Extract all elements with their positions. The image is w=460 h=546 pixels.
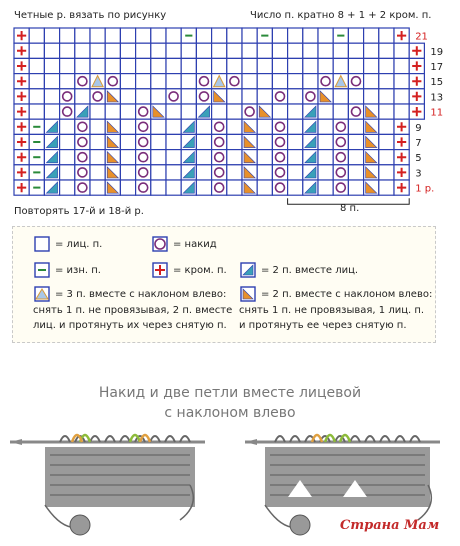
row-number-label: 7 (415, 138, 422, 149)
chart-cell (379, 119, 394, 134)
chart-cell (136, 43, 151, 58)
chart-cell (272, 74, 287, 89)
yarn-over-icon (63, 92, 72, 101)
yarn-over-icon (200, 77, 209, 86)
chart-cell (227, 134, 242, 149)
chart-cell (212, 43, 227, 58)
chart-cell (379, 89, 394, 104)
chart-cell (379, 104, 394, 119)
chart-cell (288, 58, 303, 73)
legend-purl-label: = изн. п. (55, 265, 101, 276)
chart-cell (348, 58, 363, 73)
yarn-over-icon (139, 138, 148, 147)
yarn-over-icon (306, 92, 315, 101)
chart-cell (60, 180, 75, 195)
chart-cell (257, 89, 272, 104)
chart-cell (348, 43, 363, 58)
chart-cell (379, 180, 394, 195)
chart-cell (257, 74, 272, 89)
chart-cell (379, 150, 394, 165)
chart-cell (166, 43, 181, 58)
chart-cell (90, 180, 105, 195)
chart-cell (288, 134, 303, 149)
chart-cell (212, 28, 227, 43)
chart-cell (136, 58, 151, 73)
chart-cell (288, 89, 303, 104)
chart-cell (60, 28, 75, 43)
chart-cell (60, 58, 75, 73)
chart-cell (227, 104, 242, 119)
chart-cell (379, 43, 394, 58)
chart-cell (120, 104, 135, 119)
yarn-over-icon (276, 122, 285, 131)
chart-cell (29, 89, 44, 104)
illustration-title-line2: с наклоном влево (164, 405, 296, 421)
chart-cell (196, 119, 211, 134)
yarn-over-icon (200, 92, 209, 101)
chart-cell (272, 58, 287, 73)
knitting-chart (0, 0, 460, 220)
chart-cell (227, 180, 242, 195)
chart-cell (90, 165, 105, 180)
chart-cell (166, 104, 181, 119)
chart-cell (166, 165, 181, 180)
row-number-label: 13 (430, 92, 444, 104)
chart-cell (303, 43, 318, 58)
yarn-ball-right (290, 515, 310, 535)
chart-cell (29, 43, 44, 58)
yarn-over-icon (215, 138, 224, 147)
chart-cell (318, 43, 333, 58)
yarn-over-icon (78, 153, 87, 162)
chart-cell (227, 119, 242, 134)
yarn-over-icon (139, 107, 148, 116)
chart-cell (333, 58, 348, 73)
chart-cell (151, 58, 166, 73)
chart-cell (333, 43, 348, 58)
chart-cell (120, 119, 135, 134)
chart-header-left: Четные р. вязать по рисунку (14, 10, 167, 21)
yarn-over-icon (276, 183, 285, 192)
chart-cell (333, 89, 348, 104)
chart-cell (348, 28, 363, 43)
chart-cell (364, 28, 379, 43)
chart-cell (303, 28, 318, 43)
chart-cell (151, 89, 166, 104)
chart-cell (75, 58, 90, 73)
yarn-over-icon (276, 153, 285, 162)
yarn-over-icon (276, 138, 285, 147)
yarn-over-icon (63, 107, 72, 116)
yarn-over-icon (215, 183, 224, 192)
chart-cell (242, 74, 257, 89)
chart-cell (257, 119, 272, 134)
yarn-over-icon (336, 153, 345, 162)
chart-cell (105, 104, 120, 119)
yarn-over-icon (139, 168, 148, 177)
chart-cell (120, 134, 135, 149)
yarn-over-icon (139, 183, 148, 192)
chart-cell (166, 74, 181, 89)
legend-knit-label: = лиц. п. (55, 239, 103, 250)
chart-cell (166, 119, 181, 134)
yarn-over-icon (78, 77, 87, 86)
yarn-over-icon (336, 183, 345, 192)
watermark-logo: Страна Мам (340, 518, 440, 533)
legend-ssk-label-2: снять 1 п. не провязывая, 1 лиц. п. (239, 305, 425, 316)
chart-cell (348, 150, 363, 165)
chart-cell (318, 150, 333, 165)
chart-cell (29, 104, 44, 119)
row-number-label: 5 (415, 153, 422, 165)
chart-cell (242, 28, 257, 43)
chart-cell (105, 43, 120, 58)
legend-ssk-label-1: = 2 п. вместе с наклоном влево: (261, 289, 433, 300)
chart-cell (227, 165, 242, 180)
chart-cell (151, 165, 166, 180)
yarn-over-icon (155, 239, 165, 249)
chart-cell (394, 58, 409, 73)
chart-cell (90, 134, 105, 149)
chart-cell (60, 119, 75, 134)
chart-cell (318, 28, 333, 43)
row-number-label: 19 (430, 46, 444, 58)
chart-cell (90, 104, 105, 119)
yarn-over-icon (139, 153, 148, 162)
chart-cell (257, 165, 272, 180)
chart-cell (288, 74, 303, 89)
chart-cell (227, 58, 242, 73)
chart-cell (257, 43, 272, 58)
chart-cell (90, 119, 105, 134)
chart-cell (136, 74, 151, 89)
chart-cell (181, 74, 196, 89)
knit-fabric-right (265, 447, 430, 507)
chart-cell (136, 89, 151, 104)
yarn-over-icon (336, 138, 345, 147)
chart-cell (105, 58, 120, 73)
chart-cell (44, 89, 59, 104)
chart-cell (75, 43, 90, 58)
chart-cell (60, 43, 75, 58)
chart-cell (242, 58, 257, 73)
chart-cell (181, 58, 196, 73)
chart-cell (105, 28, 120, 43)
chart-cell (196, 134, 211, 149)
chart-cell (348, 89, 363, 104)
chart-cell (60, 74, 75, 89)
chart-cell (394, 89, 409, 104)
chart-cell (120, 165, 135, 180)
chart-cell (242, 89, 257, 104)
chart-cell (272, 104, 287, 119)
chart-cell (151, 74, 166, 89)
yarn-over-icon (245, 107, 254, 116)
chart-cell (318, 165, 333, 180)
yarn-over-icon (276, 92, 285, 101)
chart-cell (257, 134, 272, 149)
chart-cell (227, 150, 242, 165)
symbol-legend (12, 226, 436, 343)
chart-cell (29, 28, 44, 43)
yarn-over-icon (108, 77, 117, 86)
chart-cell (75, 28, 90, 43)
row-number-label: 15 (430, 77, 444, 89)
chart-cell (379, 28, 394, 43)
chart-cell (364, 58, 379, 73)
yarn-over-icon (78, 122, 87, 131)
yarn-over-icon (352, 107, 361, 116)
chart-cell (44, 43, 59, 58)
needle-tip-right (245, 439, 257, 445)
chart-cell (379, 134, 394, 149)
chart-cell (29, 58, 44, 73)
chart-cell (44, 74, 59, 89)
chart-cell (288, 119, 303, 134)
legend-sk2p-label-2: снять 1 п. не провязывая, 2 п. вместе (33, 305, 233, 316)
chart-cell (318, 104, 333, 119)
chart-cell (166, 28, 181, 43)
chart-cell (227, 89, 242, 104)
chart-cell (60, 165, 75, 180)
chart-cell (151, 28, 166, 43)
chart-cell (318, 119, 333, 134)
chart-cell (272, 28, 287, 43)
row-number-label: 17 (430, 62, 444, 73)
illustration-title-line1: Накид и две петли вместе лицевой (98, 385, 362, 401)
chart-cell (348, 165, 363, 180)
legend-sk2p-label-1: = 3 п. вместе с наклоном влево: (55, 289, 227, 300)
chart-cell (364, 74, 379, 89)
row-number-label: 9 (415, 122, 422, 134)
chart-cell (166, 58, 181, 73)
legend-yarn-over-label: = накид (173, 239, 217, 250)
yarn-over-icon (352, 77, 361, 86)
needle-tip-left (10, 439, 22, 445)
chart-cell (44, 58, 59, 73)
chart-cell (288, 150, 303, 165)
chart-cell (120, 180, 135, 195)
chart-cell (379, 58, 394, 73)
row-number-label: 1 р. (415, 183, 435, 195)
chart-cell (120, 89, 135, 104)
yarn-over-icon (230, 77, 239, 86)
chart-cell (288, 165, 303, 180)
chart-cell (303, 74, 318, 89)
chart-cell (166, 180, 181, 195)
chart-cell (136, 28, 151, 43)
yarn-over-icon (93, 92, 102, 101)
chart-cell (394, 43, 409, 58)
chart-cell (303, 58, 318, 73)
chart-cell (257, 180, 272, 195)
chart-cell (166, 134, 181, 149)
yarn-over-icon (215, 153, 224, 162)
chart-cell (348, 119, 363, 134)
chart-cell (272, 43, 287, 58)
left-knitting-sample (10, 435, 205, 535)
chart-cell (29, 74, 44, 89)
yarn-over-icon (215, 122, 224, 131)
chart-cell (60, 150, 75, 165)
chart-cell (196, 58, 211, 73)
chart-cell (166, 150, 181, 165)
chart-cell (348, 134, 363, 149)
knit-fabric-left (45, 447, 195, 507)
chart-cell (181, 104, 196, 119)
chart-cell (196, 28, 211, 43)
yarn-over-icon (321, 77, 330, 86)
chart-cell (288, 43, 303, 58)
chart-cell (288, 180, 303, 195)
chart-cell (151, 134, 166, 149)
repeat-width-label: 8 п. (340, 203, 360, 214)
legend-k2tog-label: = 2 п. вместе лиц. (261, 265, 359, 276)
chart-cell (288, 104, 303, 119)
chart-cell (288, 28, 303, 43)
chart-cell (212, 104, 227, 119)
yarn-over-icon (78, 168, 87, 177)
chart-cell (333, 104, 348, 119)
yarn-over-icon (336, 122, 345, 131)
chart-cell (90, 150, 105, 165)
yarn-over-icon (78, 183, 87, 192)
knit-symbol (35, 237, 49, 251)
chart-cell (379, 165, 394, 180)
row-number-label: 3 (415, 168, 422, 180)
legend-edge-label: = кром. п. (173, 265, 227, 276)
legend-ssk-label-3: и протянуть ее через снятую п. (239, 320, 407, 331)
yarn-over-icon (78, 138, 87, 147)
chart-cell (348, 180, 363, 195)
chart-cell (181, 89, 196, 104)
chart-cell (120, 74, 135, 89)
chart-cell (227, 28, 242, 43)
chart-cell (90, 58, 105, 73)
chart-cell (75, 89, 90, 104)
row-number-label: 21 (415, 31, 428, 43)
chart-cell (151, 119, 166, 134)
chart-cell (394, 104, 409, 119)
chart-cell (120, 150, 135, 165)
chart-cell (151, 150, 166, 165)
row-number-label: 11 (430, 107, 444, 119)
chart-cell (379, 74, 394, 89)
chart-cell (196, 180, 211, 195)
chart-header-right: Число п. кратно 8 + 1 + 2 кром. п. (250, 10, 432, 21)
chart-cell (181, 43, 196, 58)
chart-cell (60, 134, 75, 149)
yarn-over-icon (276, 168, 285, 177)
chart-cell (196, 43, 211, 58)
chart-cell (120, 43, 135, 58)
chart-cell (151, 43, 166, 58)
chart-cell (212, 58, 227, 73)
chart-cell (90, 43, 105, 58)
chart-cell (394, 74, 409, 89)
chart-cell (120, 58, 135, 73)
chart-cell (318, 58, 333, 73)
chart-cell (242, 43, 257, 58)
yarn-over-icon (215, 168, 224, 177)
repeat-note: Повторять 17-й и 18-й р. (14, 206, 144, 217)
chart-cell (318, 180, 333, 195)
chart-cell (257, 58, 272, 73)
chart-cell (44, 28, 59, 43)
chart-cell (151, 180, 166, 195)
yarn-over-icon (139, 122, 148, 131)
chart-cell (364, 43, 379, 58)
chart-cell (44, 104, 59, 119)
yarn-over-icon (169, 92, 178, 101)
chart-cell (120, 28, 135, 43)
yarn-ball-left (70, 515, 90, 535)
yarn-over-icon (336, 168, 345, 177)
chart-cell (196, 165, 211, 180)
chart-cell (196, 150, 211, 165)
legend-sk2p-label-3: лиц. и протянуть их через снятую п. (33, 320, 227, 331)
chart-cell (318, 134, 333, 149)
chart-cell (364, 89, 379, 104)
chart-cell (227, 43, 242, 58)
chart-cell (257, 150, 272, 165)
chart-cell (90, 28, 105, 43)
